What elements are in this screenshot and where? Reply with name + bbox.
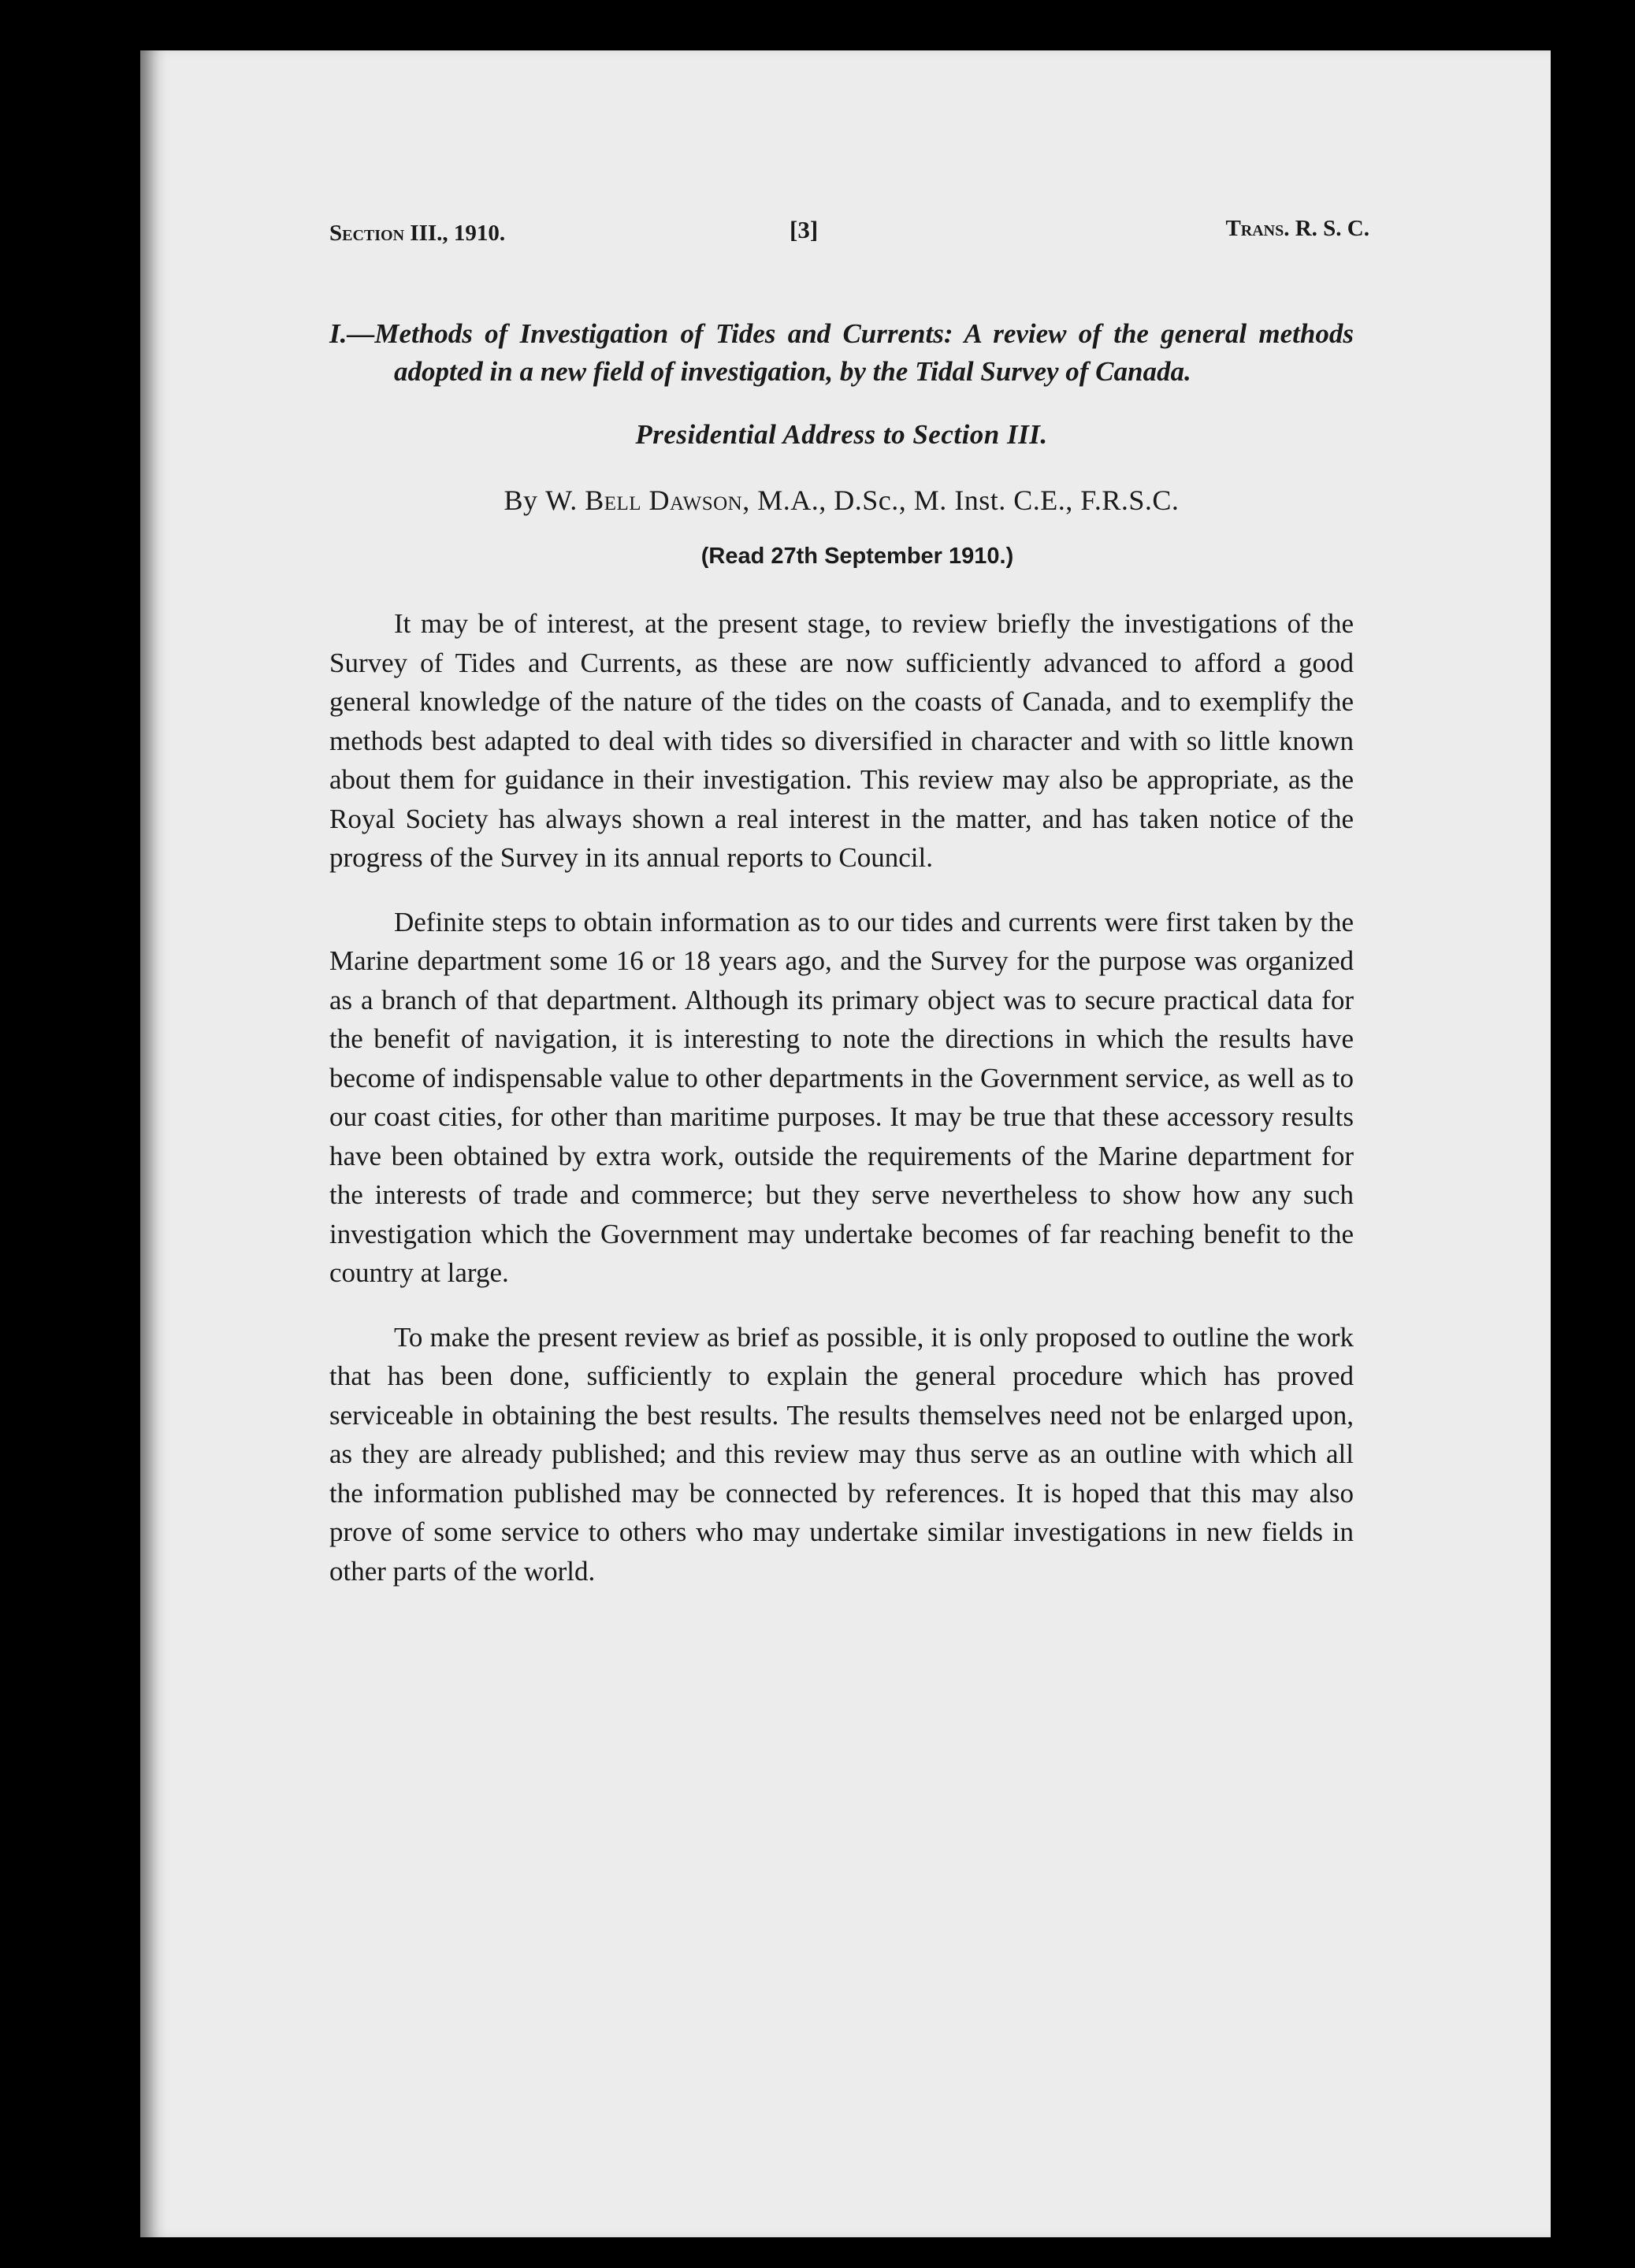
- paragraph: Definite steps to obtain information as to our tides and currents were first taken by the Marine department some 16 or 18 years ago, and the Survey for the purpose was organized as a branch of that department. Although its primary object was to secure practical data for the benefit of navigation, it is interesting to note the directions in which the results have become of indispensable value to other departments in the Government service, as well as to our coast cities, for other than maritime purposes. It may be true that these accessory results have been obtained by extra work, outside the requirements of the Marine department for the interests of trade and commerce; but they serve nevertheless to show how any such investigation which the Government may undertake becomes of far reaching benefit to the country at large.: [329, 906, 1354, 1288]
- read-date: (Read 27th September 1910.): [700, 544, 1014, 569]
- journal-label: Trans. R. S. C.: [1225, 216, 1369, 241]
- author-credentials: M.A., D.Sc., M. Inst. C.E., F.R.S.C.: [757, 484, 1180, 516]
- article-subtitle: Presidential Address to Section III.: [635, 419, 1048, 450]
- section-label: Section III., 1910.: [329, 221, 506, 246]
- page-number: [3]: [790, 216, 819, 243]
- running-head: [329, 216, 1369, 263]
- paragraph: It may be of interest, at the present stage, to review briefly the investigations of the Survey of Tides and Currents, as these are now sufficiently advanced to afford a good general knowledge of the nature of the tides on the coasts of Canada, and to exemplify the methods best adapted to deal with tides so diversified in character and with so little known about them for guidance in their investigation. This review may also be appropriate, as the Royal Society has always shown a real interest in the matter, and has taken notice of the progress of the Survey in its annual reports to Council.: [329, 608, 1354, 873]
- byline: [329, 484, 1354, 517]
- paragraph: To make the present review as brief as possible, it is only proposed to outline the work that has been done, sufficiently to explain the general procedure which has proved serviceable in obtaining the best results. The results themselves need not be enlarged upon, as they are already published; and this review may thus serve as an outline with which all the information published may be connected by references. It is hoped that this may also prove of some service to others who may undertake similar investigations in new fields in other parts of the world.: [329, 1321, 1354, 1587]
- page-content: [329, 216, 1369, 1591]
- byline-prefix: By: [504, 484, 538, 516]
- document-page: [140, 50, 1551, 2237]
- article-title: I.—Methods of Investigation of Tides and Currents: A review of the general methods adopted in a new field of investigation, by the Tidal Survey of Canada.: [329, 318, 1354, 387]
- author-name: W. Bell Dawson,: [545, 484, 750, 516]
